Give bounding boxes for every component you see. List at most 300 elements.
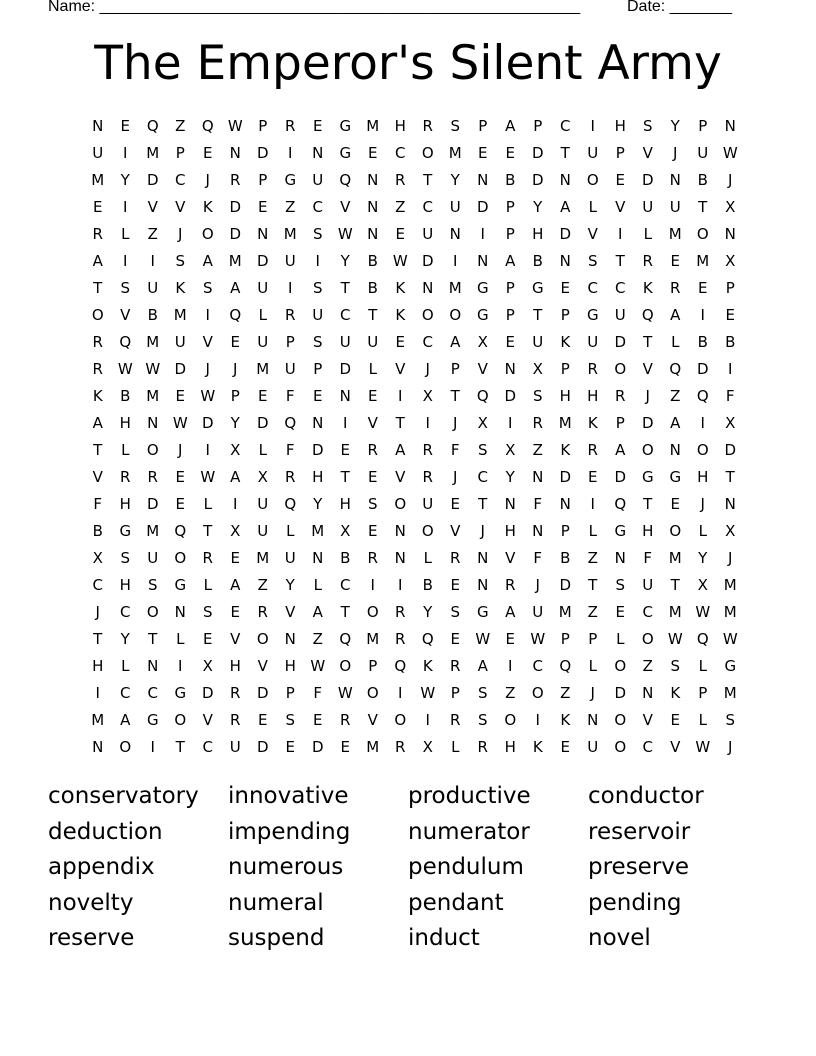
grid-letter: D bbox=[641, 414, 654, 432]
grid-letter: I bbox=[453, 252, 458, 270]
grid-letter: P bbox=[560, 306, 570, 324]
grid-letter: W bbox=[695, 603, 711, 621]
grid-letter: H bbox=[119, 576, 131, 594]
grid-letter: A bbox=[505, 117, 516, 135]
grid-letter: O bbox=[91, 306, 104, 324]
grid-letter: Y bbox=[423, 603, 433, 621]
grid-letter: L bbox=[286, 522, 295, 540]
grid-letter: E bbox=[93, 198, 103, 216]
grid-letter: P bbox=[560, 522, 570, 540]
grid-letter: L bbox=[588, 522, 597, 540]
word-list-item: novel bbox=[588, 925, 651, 951]
grid-letter: U bbox=[147, 279, 159, 297]
grid-letter: N bbox=[477, 252, 489, 270]
grid-letter: O bbox=[696, 441, 709, 459]
grid-letter: M bbox=[91, 171, 105, 189]
grid-letter: H bbox=[92, 657, 104, 675]
grid-letter: F bbox=[725, 387, 735, 405]
grid-letter: O bbox=[256, 630, 269, 648]
grid-letter: D bbox=[724, 441, 737, 459]
grid-letter: S bbox=[477, 711, 488, 729]
grid-letter: R bbox=[477, 738, 488, 756]
grid-letter: S bbox=[532, 387, 543, 405]
grid-letter: E bbox=[313, 711, 323, 729]
grid-letter: O bbox=[641, 630, 654, 648]
grid-letter: A bbox=[670, 306, 681, 324]
grid-letter: R bbox=[670, 279, 681, 297]
grid-letter: N bbox=[532, 522, 544, 540]
grid-letter: R bbox=[285, 306, 296, 324]
grid-letter: Z bbox=[257, 576, 268, 594]
grid-letter: Y bbox=[120, 171, 130, 189]
grid-letter: D bbox=[559, 225, 572, 243]
grid-letter: N bbox=[312, 144, 324, 162]
grid-letter: C bbox=[175, 171, 186, 189]
word-list-item: conductor bbox=[588, 783, 704, 809]
grid-letter: H bbox=[532, 225, 544, 243]
grid-letter: H bbox=[339, 495, 351, 513]
grid-letter: P bbox=[368, 657, 378, 675]
grid-letter: D bbox=[201, 414, 214, 432]
grid-letter: D bbox=[311, 441, 324, 459]
grid-letter: R bbox=[587, 441, 598, 459]
grid-letter: O bbox=[586, 171, 599, 189]
grid-letter: Q bbox=[201, 117, 214, 135]
grid-letter: F bbox=[450, 441, 460, 459]
word-list-item: deduction bbox=[48, 818, 163, 845]
grid-letter: S bbox=[120, 549, 131, 567]
grid-letter: B bbox=[725, 333, 736, 351]
grid-letter: B bbox=[340, 549, 351, 567]
grid-letter: Q bbox=[339, 630, 352, 648]
grid-letter: S bbox=[285, 711, 296, 729]
grid-letter: J bbox=[453, 468, 458, 486]
grid-letter: B bbox=[697, 333, 708, 351]
grid-letter: D bbox=[421, 252, 434, 270]
grid-letter: H bbox=[504, 522, 516, 540]
grid-letter: U bbox=[339, 333, 351, 351]
grid-letter: B bbox=[697, 171, 708, 189]
grid-letter: T bbox=[450, 387, 460, 405]
grid-letter: C bbox=[560, 117, 571, 135]
grid-letter: T bbox=[395, 414, 405, 432]
grid-letter: C bbox=[477, 468, 488, 486]
grid-letter: R bbox=[92, 333, 103, 351]
grid-letter: E bbox=[670, 495, 680, 513]
grid-letter: I bbox=[288, 279, 293, 297]
grid-letter: Q bbox=[559, 657, 572, 675]
grid-letter: W bbox=[722, 630, 738, 648]
grid-letter: U bbox=[257, 522, 269, 540]
grid-letter: C bbox=[340, 306, 351, 324]
grid-letter: X bbox=[477, 333, 488, 351]
grid-letter: O bbox=[394, 495, 407, 513]
grid-letter: T bbox=[93, 279, 103, 297]
grid-letter: S bbox=[312, 225, 323, 243]
grid-letter: T bbox=[643, 495, 653, 513]
grid-letter: N bbox=[312, 549, 324, 567]
grid-letter: D bbox=[614, 333, 627, 351]
grid-letter: C bbox=[120, 684, 131, 702]
grid-letter: Z bbox=[175, 117, 186, 135]
grid-letter: L bbox=[451, 738, 460, 756]
grid-letter: M bbox=[311, 522, 325, 540]
grid-letter: O bbox=[394, 711, 407, 729]
grid-letter: I bbox=[618, 225, 623, 243]
grid-letter: M bbox=[723, 684, 737, 702]
grid-letter: I bbox=[370, 576, 375, 594]
grid-letter: P bbox=[698, 684, 708, 702]
grid-letter: V bbox=[367, 414, 378, 432]
grid-letter: I bbox=[178, 657, 183, 675]
grid-letter: J bbox=[728, 549, 733, 567]
grid-letter: H bbox=[559, 387, 571, 405]
grid-letter: I bbox=[728, 360, 733, 378]
grid-letter: Z bbox=[560, 684, 571, 702]
grid-letter: H bbox=[312, 468, 324, 486]
grid-letter: B bbox=[532, 252, 543, 270]
grid-letter: S bbox=[615, 576, 626, 594]
grid-letter: Z bbox=[285, 198, 296, 216]
grid-letter: Q bbox=[229, 306, 242, 324]
grid-letter: E bbox=[588, 468, 598, 486]
grid-letter: U bbox=[229, 738, 241, 756]
grid-letter: I bbox=[508, 414, 513, 432]
grid-letter: S bbox=[450, 603, 461, 621]
grid-letter: T bbox=[588, 576, 598, 594]
grid-letter: W bbox=[200, 387, 216, 405]
grid-letter: K bbox=[560, 711, 571, 729]
grid-letter: F bbox=[93, 495, 103, 513]
grid-letter: G bbox=[614, 522, 627, 540]
grid-letter: W bbox=[310, 657, 326, 675]
grid-letter: J bbox=[728, 738, 733, 756]
grid-letter: G bbox=[476, 279, 489, 297]
grid-letter: E bbox=[450, 495, 460, 513]
word-list-item: pendant bbox=[408, 889, 504, 916]
grid-letter: I bbox=[700, 414, 705, 432]
grid-letter: I bbox=[398, 684, 403, 702]
grid-letter: V bbox=[285, 603, 296, 621]
grid-letter: E bbox=[670, 711, 680, 729]
grid-letter: E bbox=[313, 117, 323, 135]
grid-letter: M bbox=[146, 522, 160, 540]
grid-letter: M bbox=[173, 306, 187, 324]
grid-letter: O bbox=[669, 522, 682, 540]
grid-letter: G bbox=[174, 684, 187, 702]
grid-letter: P bbox=[450, 360, 460, 378]
grid-letter: X bbox=[725, 522, 736, 540]
grid-letter: R bbox=[367, 441, 378, 459]
grid-letter: E bbox=[175, 387, 185, 405]
grid-letter: O bbox=[641, 441, 654, 459]
grid-letter: T bbox=[643, 333, 653, 351]
grid-letter: N bbox=[257, 225, 269, 243]
grid-letter: N bbox=[724, 117, 736, 135]
grid-letter: Q bbox=[641, 306, 654, 324]
grid-letter: M bbox=[91, 711, 105, 729]
grid-letter: V bbox=[367, 711, 378, 729]
grid-letter: S bbox=[477, 684, 488, 702]
grid-letter: U bbox=[284, 252, 296, 270]
grid-letter: W bbox=[475, 630, 491, 648]
grid-letter: I bbox=[425, 414, 430, 432]
grid-letter: U bbox=[147, 549, 159, 567]
grid-letter: P bbox=[478, 117, 488, 135]
grid-letter: X bbox=[697, 576, 708, 594]
word-list-item: suspend bbox=[228, 925, 325, 951]
grid-letter: J bbox=[645, 387, 650, 405]
grid-letter: L bbox=[616, 630, 625, 648]
grid-letter: L bbox=[643, 225, 652, 243]
grid-letter: R bbox=[395, 630, 406, 648]
grid-letter: M bbox=[448, 144, 462, 162]
grid-letter: O bbox=[449, 306, 462, 324]
grid-letter: R bbox=[395, 171, 406, 189]
grid-letter: U bbox=[367, 333, 379, 351]
grid-letter: L bbox=[698, 657, 707, 675]
grid-letter: V bbox=[395, 360, 406, 378]
grid-letter: C bbox=[422, 333, 433, 351]
grid-letter: P bbox=[258, 117, 268, 135]
letter-grid bbox=[84, 113, 744, 761]
grid-letter: R bbox=[147, 468, 158, 486]
grid-letter: Y bbox=[340, 252, 350, 270]
date-field-label: Date: _______ bbox=[627, 0, 732, 15]
grid-letter: O bbox=[146, 441, 159, 459]
grid-letter: R bbox=[532, 414, 543, 432]
grid-letter: D bbox=[256, 414, 269, 432]
grid-letter: C bbox=[120, 603, 131, 621]
grid-letter: N bbox=[477, 549, 489, 567]
grid-letter: U bbox=[257, 495, 269, 513]
grid-letter: Q bbox=[394, 657, 407, 675]
grid-letter: N bbox=[559, 252, 571, 270]
grid-letter: N bbox=[284, 630, 296, 648]
grid-letter: K bbox=[532, 738, 543, 756]
grid-letter: A bbox=[505, 603, 516, 621]
grid-letter: V bbox=[120, 306, 131, 324]
grid-letter: U bbox=[449, 198, 461, 216]
grid-letter: Y bbox=[698, 549, 708, 567]
grid-letter: O bbox=[614, 738, 627, 756]
grid-letter: V bbox=[92, 468, 103, 486]
grid-letter: E bbox=[368, 387, 378, 405]
grid-letter: C bbox=[642, 738, 653, 756]
grid-letter: T bbox=[615, 252, 625, 270]
grid-letter: U bbox=[587, 738, 599, 756]
grid-letter: C bbox=[642, 603, 653, 621]
grid-letter: H bbox=[697, 468, 709, 486]
grid-letter: Y bbox=[450, 171, 460, 189]
grid-letter: R bbox=[642, 252, 653, 270]
grid-letter: E bbox=[368, 144, 378, 162]
grid-letter: E bbox=[175, 468, 185, 486]
grid-letter: C bbox=[395, 144, 406, 162]
grid-letter: O bbox=[339, 657, 352, 675]
grid-letter: T bbox=[423, 171, 433, 189]
grid-letter: L bbox=[258, 306, 267, 324]
grid-letter: W bbox=[695, 738, 711, 756]
grid-letter: X bbox=[725, 252, 736, 270]
grid-letter: O bbox=[174, 549, 187, 567]
grid-letter: G bbox=[586, 306, 599, 324]
grid-letter: V bbox=[257, 657, 268, 675]
grid-letter: Q bbox=[146, 117, 159, 135]
grid-letter: H bbox=[394, 117, 406, 135]
grid-letter: P bbox=[533, 117, 543, 135]
grid-letter: L bbox=[698, 711, 707, 729]
grid-letter: J bbox=[728, 171, 733, 189]
grid-letter: O bbox=[614, 657, 627, 675]
grid-letter: N bbox=[724, 495, 736, 513]
grid-letter: G bbox=[339, 144, 352, 162]
word-list-item: reserve bbox=[48, 925, 135, 951]
grid-letter: Y bbox=[313, 495, 323, 513]
grid-letter: N bbox=[614, 549, 626, 567]
grid-letter: N bbox=[174, 603, 186, 621]
grid-letter: Y bbox=[533, 198, 543, 216]
grid-letter: W bbox=[420, 684, 436, 702]
grid-letter: G bbox=[339, 117, 352, 135]
grid-letter: N bbox=[504, 495, 516, 513]
grid-letter: Z bbox=[587, 603, 598, 621]
grid-letter: A bbox=[477, 657, 488, 675]
grid-letter: U bbox=[284, 549, 296, 567]
grid-letter: E bbox=[285, 738, 295, 756]
grid-letter: Y bbox=[505, 468, 515, 486]
grid-letter: X bbox=[257, 468, 268, 486]
grid-letter: U bbox=[669, 198, 681, 216]
grid-letter: N bbox=[229, 144, 241, 162]
grid-letter: P bbox=[615, 144, 625, 162]
grid-letter: L bbox=[121, 225, 130, 243]
grid-letter: I bbox=[425, 711, 430, 729]
grid-letter: R bbox=[230, 171, 241, 189]
grid-letter: U bbox=[532, 603, 544, 621]
grid-letter: J bbox=[453, 414, 458, 432]
grid-letter: S bbox=[175, 252, 186, 270]
grid-letter: X bbox=[532, 360, 543, 378]
grid-letter: Q bbox=[669, 360, 682, 378]
grid-letter: X bbox=[725, 414, 736, 432]
grid-letter: O bbox=[366, 603, 379, 621]
grid-letter: T bbox=[340, 468, 350, 486]
grid-letter: R bbox=[450, 549, 461, 567]
grid-letter: E bbox=[175, 495, 185, 513]
grid-letter: S bbox=[642, 117, 653, 135]
grid-letter: N bbox=[422, 279, 434, 297]
grid-letter: Y bbox=[670, 117, 680, 135]
grid-letter: I bbox=[343, 414, 348, 432]
word-list-item: novelty bbox=[48, 889, 134, 916]
grid-letter: D bbox=[229, 198, 242, 216]
grid-letter: M bbox=[146, 387, 160, 405]
word-list-item: appendix bbox=[48, 854, 155, 880]
grid-letter: W bbox=[722, 144, 738, 162]
grid-letter: Q bbox=[284, 414, 297, 432]
grid-letter: E bbox=[560, 738, 570, 756]
grid-letter: E bbox=[120, 117, 130, 135]
grid-letter: I bbox=[398, 387, 403, 405]
grid-letter: V bbox=[340, 198, 351, 216]
grid-letter: R bbox=[230, 711, 241, 729]
grid-letter: R bbox=[422, 468, 433, 486]
grid-letter: D bbox=[256, 684, 269, 702]
grid-letter: Q bbox=[614, 495, 627, 513]
grid-letter: H bbox=[119, 495, 131, 513]
grid-letter: M bbox=[256, 360, 270, 378]
grid-letter: N bbox=[669, 441, 681, 459]
grid-letter: G bbox=[174, 576, 187, 594]
grid-letter: R bbox=[395, 603, 406, 621]
grid-letter: D bbox=[311, 738, 324, 756]
grid-letter: P bbox=[450, 684, 460, 702]
grid-letter: S bbox=[450, 117, 461, 135]
grid-letter: A bbox=[312, 603, 323, 621]
word-list-item: preserve bbox=[588, 854, 690, 880]
grid-letter: Z bbox=[395, 198, 406, 216]
page-title: The Emperor's Silent Army bbox=[94, 36, 722, 91]
grid-letter: W bbox=[200, 468, 216, 486]
grid-letter: G bbox=[476, 603, 489, 621]
grid-letter: O bbox=[201, 225, 214, 243]
grid-letter: Z bbox=[147, 225, 158, 243]
word-list-item: pending bbox=[588, 889, 682, 916]
grid-letter: L bbox=[588, 657, 597, 675]
grid-letter: T bbox=[93, 630, 103, 648]
grid-letter: C bbox=[147, 684, 158, 702]
grid-letter: J bbox=[535, 576, 540, 594]
grid-letter: E bbox=[505, 333, 515, 351]
grid-letter: N bbox=[367, 198, 379, 216]
grid-letter: I bbox=[123, 198, 128, 216]
grid-letter: P bbox=[698, 117, 708, 135]
grid-letter: X bbox=[202, 657, 213, 675]
grid-letter: N bbox=[449, 225, 461, 243]
grid-letter: R bbox=[92, 360, 103, 378]
grid-letter: W bbox=[530, 630, 546, 648]
grid-letter: U bbox=[587, 144, 599, 162]
grid-letter: R bbox=[257, 603, 268, 621]
grid-letter: W bbox=[667, 630, 683, 648]
grid-letter: I bbox=[233, 495, 238, 513]
grid-letter: N bbox=[394, 549, 406, 567]
grid-letter: N bbox=[147, 657, 159, 675]
grid-letter: X bbox=[422, 738, 433, 756]
grid-letter: W bbox=[392, 252, 408, 270]
grid-letter: L bbox=[121, 657, 130, 675]
grid-letter: N bbox=[92, 117, 104, 135]
grid-letter: H bbox=[284, 657, 296, 675]
grid-letter: A bbox=[560, 198, 571, 216]
grid-letter: X bbox=[230, 441, 241, 459]
grid-letter: V bbox=[670, 738, 681, 756]
grid-letter: D bbox=[531, 144, 544, 162]
word-list-item: pendulum bbox=[408, 854, 524, 880]
grid-letter: U bbox=[587, 333, 599, 351]
grid-letter: R bbox=[340, 711, 351, 729]
grid-letter: N bbox=[477, 171, 489, 189]
word-list-item: numeral bbox=[228, 889, 324, 916]
grid-letter: O bbox=[614, 711, 627, 729]
grid-letter: E bbox=[505, 630, 515, 648]
grid-letter: P bbox=[505, 279, 515, 297]
grid-letter: M bbox=[448, 279, 462, 297]
grid-letter: R bbox=[202, 549, 213, 567]
grid-letter: K bbox=[422, 657, 433, 675]
grid-letter: S bbox=[202, 279, 213, 297]
